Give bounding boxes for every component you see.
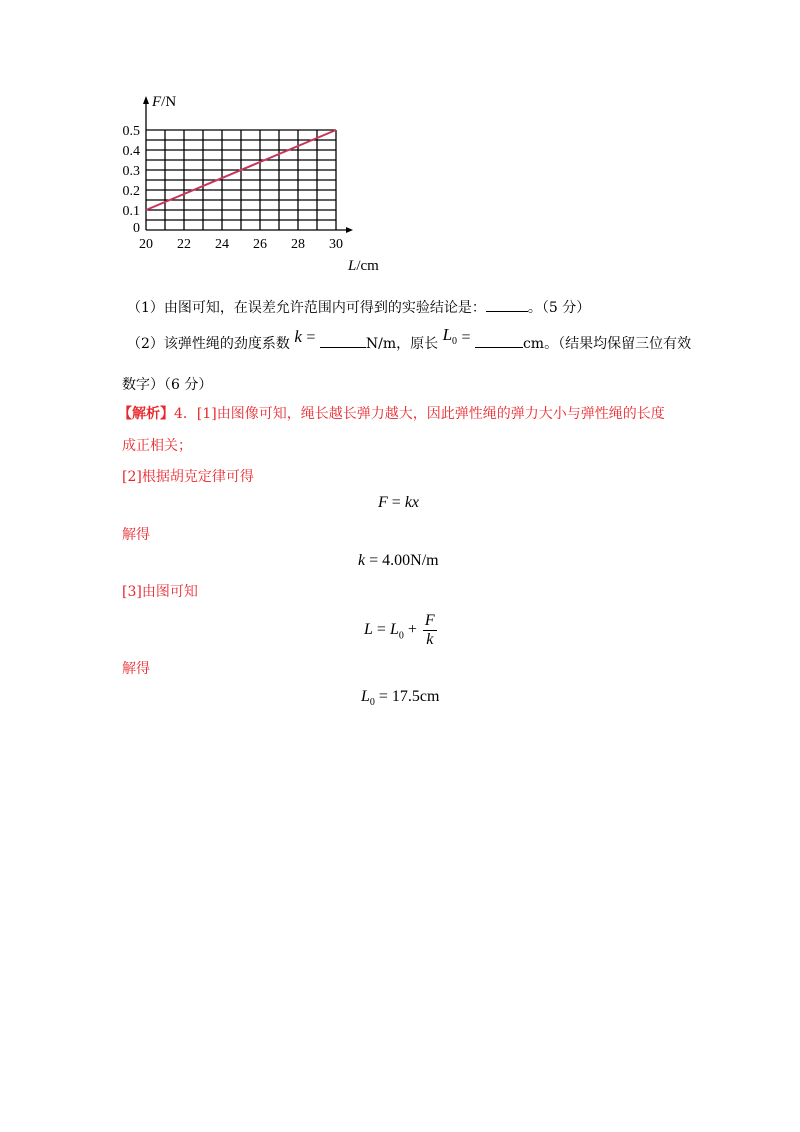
y-tick-label: 0	[133, 221, 140, 236]
analysis-step-2: [2]根据胡克定律可得	[122, 469, 254, 485]
y-tick-label: 0.1	[122, 204, 140, 219]
unit-k: N/m，原长	[365, 336, 439, 352]
analysis-step-3: [3]由图可知	[122, 584, 198, 600]
analysis-line-1-text: 4．[1]由图像可知，绳长越长弹力越大，因此弹性绳的弹力大小与弹性绳的长度	[174, 406, 665, 422]
analysis-line-2: 成正相关；	[122, 438, 192, 454]
y-tick-label: 0.4	[122, 144, 140, 159]
analysis-head: 【解析】	[118, 406, 174, 422]
equation-length: $L = L_0$ + $\frac{F}{k}$	[364, 612, 435, 648]
x-tick-label: 30	[329, 237, 343, 252]
k-symbol: k	[294, 327, 302, 346]
equation-k-result: k = 4.00N/m	[358, 552, 439, 569]
x-tick-label: 24	[215, 237, 229, 252]
question-2-prefix: （2）该弹性绳的劲度系数	[127, 336, 290, 352]
question-1	[127, 297, 590, 318]
answer-blank-k[interactable]	[320, 333, 366, 348]
x-tick-label: 22	[177, 237, 191, 252]
x-axis-arrow	[346, 227, 353, 233]
question-1-suffix: 。（5 分）	[527, 300, 591, 316]
y-tick-label: 0.2	[122, 184, 140, 199]
fraction-F-over-k: $\frac{F}{k}$	[424, 612, 435, 648]
L0-symbol: L	[442, 325, 453, 344]
y-axis-label: F/N	[152, 94, 177, 110]
chart-grid	[146, 130, 336, 230]
analysis-solve-2: 解得	[122, 661, 150, 677]
x-axis-label: L/cm	[348, 258, 379, 274]
equation-L0-result: $L_0 = 17.5cm$	[361, 688, 440, 709]
answer-blank-1[interactable]	[486, 297, 528, 312]
equation-hooke: F = kx	[378, 494, 420, 511]
x-tick-label: 26	[253, 237, 267, 252]
y-axis-arrow	[143, 96, 149, 104]
L0-subscript: 0	[452, 335, 458, 347]
chart-ticks	[123, 124, 344, 252]
y-tick-label: 0.5	[122, 124, 140, 139]
question-2-cont: 数字）（6 分）	[122, 377, 213, 393]
unit-L: cm。（结果均保留三位有效	[522, 336, 692, 352]
x-tick-label: 28	[291, 237, 305, 252]
force-length-chart	[120, 88, 400, 278]
answer-blank-L0[interactable]	[475, 333, 523, 348]
question-1-text: （1）由图可知，在误差允许范围内可得到的实验结论是：	[127, 300, 486, 316]
analysis-solve-1: 解得	[122, 527, 150, 543]
chart-axes	[143, 96, 353, 233]
x-tick-label: 20	[139, 237, 153, 252]
y-tick-label: 0.3	[122, 164, 140, 179]
analysis-line-1	[118, 404, 665, 424]
question-2	[127, 325, 692, 360]
k-equals: =	[306, 329, 316, 346]
L0-equals: =	[461, 329, 471, 346]
